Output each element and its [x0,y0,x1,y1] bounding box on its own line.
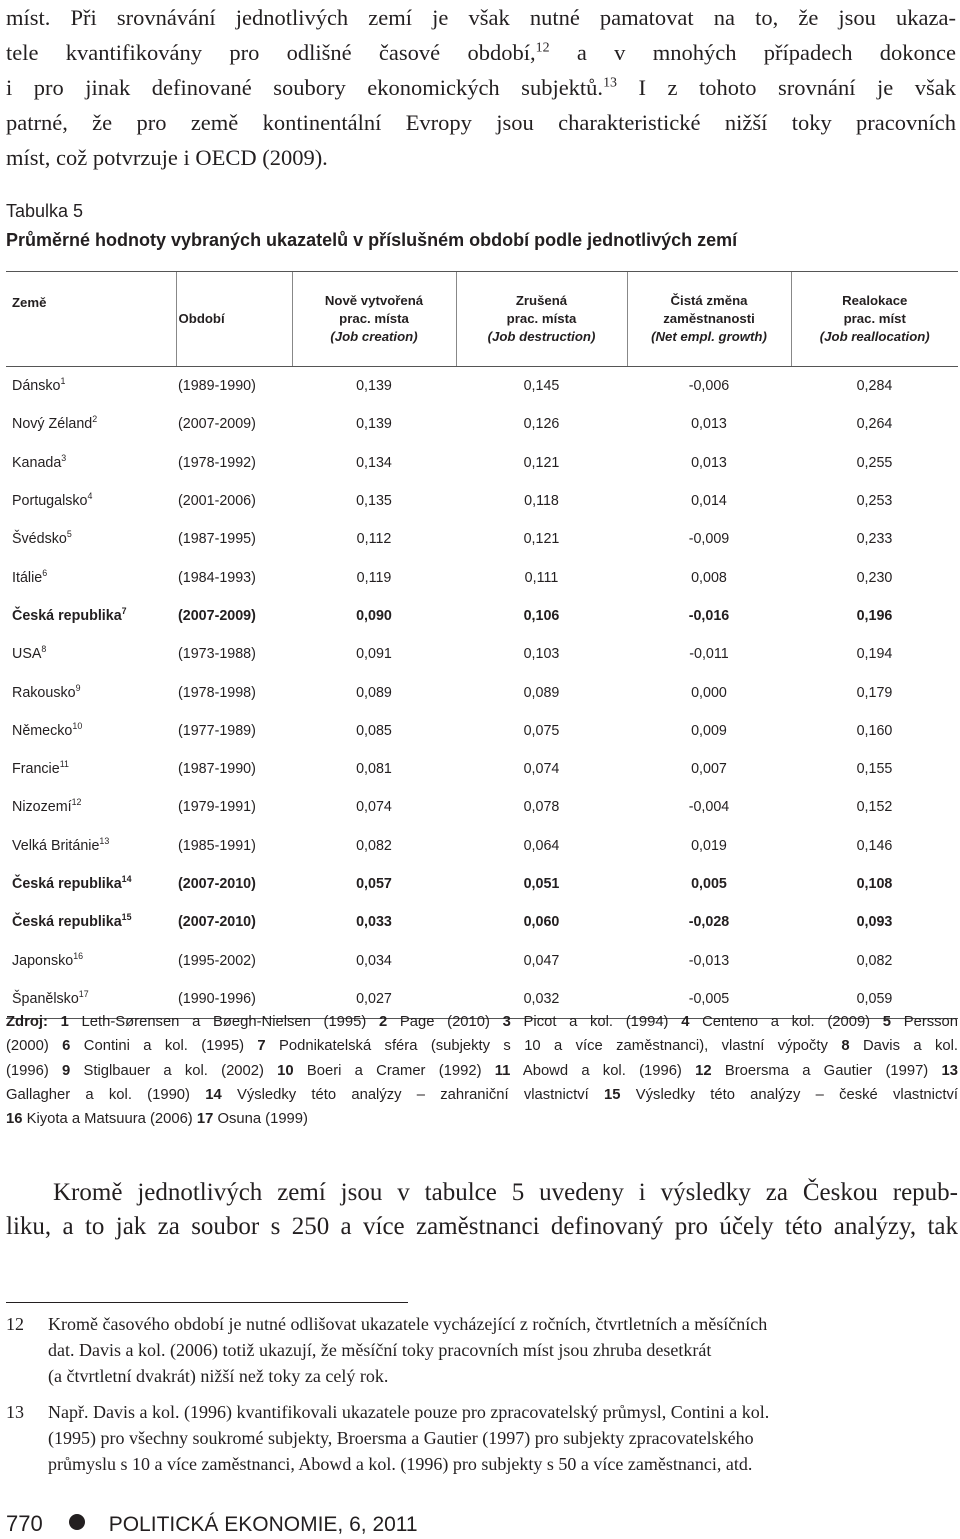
source-line: Zdroj: 1 Leth-Sørensen a Bøegh-Nielsen (1995) 2 Page (2010) 3 Picot a kol. (1994) 4 Centeno a kol. (2009) 5 Persson [6,1014,959,1030]
intro-line: míst. Při srovnávání jednotlivých zemí je však nutné pamatovat na to, že jsou ukaza- [6,5,956,30]
job-reallocation-cell: 0,284 [856,378,893,395]
job-reallocation-cell: 0,264 [856,416,893,433]
country-cell: Itálie$^6$ [12,567,48,586]
header-job-destruction: Zrušená prac. místa (Job destruction) [456,272,627,367]
table-row [6,520,958,558]
job-destruction-cell: 0,032 [456,980,627,1019]
job-creation-cell: 0,134 [356,454,392,471]
table-row [6,558,958,596]
net-growth-cell: -0,005 [627,980,791,1019]
net-growth-cell: 0,000 [691,684,727,701]
footnote-line: (1995) pro všechny soukromé subjekty, Broersma a Gautier (1997) pro subjekty zpracovatelského [48,1428,754,1448]
job-reallocation-cell: 0,194 [856,646,893,663]
job-destruction-cell: 0,126 [523,416,560,433]
footnote-ref: 11 [59,759,69,770]
job-creation-cell: 0,090 [356,607,392,624]
source-line: (1996) 9 Stiglbauer a kol. (2002) 10 Boeri a Cramer (1992) 11 Abowd a kol. (1996) 12 Broersma a Gautier (1997) 13 [6,1062,958,1079]
net-growth-cell: 0,007 [691,761,727,778]
table-row [6,712,958,750]
period-cell: (2001-2006) [178,493,256,510]
country-cell: Kanada$^3$ [12,452,67,471]
source-line: Gallagher a kol. (1990) 14 Výsledky této analýzy – zahraniční vlastnictví 15 Výsledky této analýzy – české vlastnictví [6,1086,958,1103]
country-cell: Rakousko$^9$ [12,682,81,701]
period-cell: (1979-1991) [178,799,256,816]
job-reallocation-cell: 0,253 [856,493,893,510]
footnote-divider [6,1302,408,1303]
footnote-number: 12 [6,1314,24,1334]
body-line: liku, a to jak za soubor s 250 a více zaměstnanci definovaný pro účely této analýzy, tak [6,1213,958,1240]
footnote-ref[interactable]: 13 [603,75,617,91]
net-growth-cell: 0,019 [691,837,727,854]
footnote-ref[interactable]: 12 [535,40,550,56]
period-cell: (1978-1992) [178,454,256,471]
job-destruction-cell: 0,103 [523,646,560,663]
job-destruction-cell: 0,078 [523,799,560,816]
job-reallocation-cell: 0,233 [856,531,893,548]
job-destruction-cell: 0,047 [523,952,560,969]
job-creation-cell: 0,139 [356,378,392,395]
period-cell: (2007-2009) [178,416,256,433]
job-reallocation-cell: 0,160 [856,722,893,739]
journal-name: POLITICKÁ EKONOMIE, 6, 2011 [108,1513,418,1536]
footnote-ref: 16 [73,950,84,961]
intro-line: tele kvantifikovány pro odlišné časové období,$^{12}$ a v mnohých případech dokonce [6,40,956,65]
table-header-row [6,272,958,367]
period-cell: (1995-2002) [178,952,256,969]
job-reallocation-cell: 0,155 [856,761,893,778]
job-reallocation-cell: 0,196 [856,607,893,624]
country-cell: Francie$^{11}$ [12,759,69,778]
period-cell: (2007-2010) [178,914,256,931]
footnote-ref: 15 [121,912,132,923]
job-destruction-cell: 0,121 [523,454,560,471]
job-destruction-cell: 0,075 [523,722,560,739]
job-destruction-cell: 0,106 [523,607,560,624]
table-row [6,635,958,673]
period-cell: (1973-1988) [178,646,256,663]
footnote-ref: 2 [92,414,98,425]
footnote-ref: 6 [42,567,48,578]
footnote-ref: 13 [99,835,110,846]
footnote-line: Např. Davis a kol. (1996) kvantifikovali ukazatele pouze pro zpracovatelský průmysl, Contini a kol. [48,1402,770,1422]
job-creation-cell: 0,027 [292,980,456,1019]
job-creation-cell: 0,112 [356,531,392,548]
period-cell: (1985-1991) [178,837,256,854]
net-growth-cell: -0,004 [688,799,730,816]
country-cell: Portugalsko$^4$ [12,491,93,510]
header-job-creation: Nově vytvořená prac. místa (Job creation) [292,272,456,367]
table-row [6,673,958,711]
header-net-growth: Čistá změna zaměstnanosti (Net empl. growth) [627,272,791,367]
footnote-ref: 9 [75,682,81,693]
table-row [6,444,958,482]
table-row [6,482,958,520]
job-destruction-cell: 0,060 [523,914,560,931]
net-growth-cell: 0,008 [691,569,727,586]
country-cell: Švédsko$^5$ [12,529,72,548]
country-cell: Česká republika$^7$ [12,606,127,624]
page-number: 770 [6,1511,43,1536]
job-destruction-cell: 0,074 [523,761,560,778]
job-creation-cell: 0,091 [356,646,392,663]
net-growth-cell: -0,006 [688,378,730,395]
source-line: (2000) 6 Contini a kol. (1995) 7 Podnikatelská sféra (subjekty s 10 a více zaměstnanci), vlastní výpočty 8 Davis a kol. [6,1038,958,1055]
footnote-line: průmyslu s 10 a více zaměstnanci, Abowd a kol. (1996) pro subjekty s 50 a více zaměstnanci, atd. [48,1454,753,1474]
table-row [6,405,958,443]
job-destruction-cell: 0,051 [523,876,560,892]
job-destruction-cell: 0,121 [523,531,560,548]
job-creation-cell: 0,082 [356,837,392,854]
period-cell: (2007-2010) [178,876,256,892]
period-cell: (1990-1996) [176,980,292,1019]
intro-paragraph [6,0,956,175]
data-table [6,271,958,1019]
job-creation-cell: 0,074 [356,799,392,816]
table-row [6,903,958,941]
header-job-reallocation: Realokace prac. míst (Job reallocation) [791,272,958,367]
period-cell: (1989-1990) [178,378,256,395]
page-footer [6,1510,418,1539]
footnote-ref: 10 [72,721,83,732]
country-cell: Japonsko$^{16}$ [12,950,84,969]
job-creation-cell: 0,119 [356,569,392,586]
job-creation-cell: 0,135 [356,493,392,510]
table-title: Průměrné hodnoty vybraných ukazatelů v příslušném období podle jednotlivých zemí [6,230,738,250]
net-growth-cell: 0,005 [691,876,727,892]
table-row [6,597,958,635]
header-country: Země [6,272,176,367]
job-reallocation-cell: 0,255 [856,454,893,471]
footnote-line: (a čtvrtletní dvakrát) nižší než toky za celý rok. [48,1366,389,1386]
bullet-icon [69,1514,85,1530]
table-label: Tabulka 5 [6,201,84,221]
intro-line: míst, což potvrzuje i OECD (2009). [6,145,328,170]
header-period: Období [176,272,292,367]
job-creation-cell: 0,089 [356,684,392,701]
net-growth-cell: -0,028 [688,914,730,931]
net-growth-cell: -0,013 [688,952,730,969]
job-creation-cell: 0,033 [356,914,392,931]
footnote-ref: 5 [66,529,72,540]
country-cell: Nový Zéland$^2$ [12,414,98,433]
period-cell: (1984-1993) [178,569,256,586]
net-growth-cell: -0,009 [688,531,730,548]
footnote-ref: 1 [60,376,66,387]
country-cell: USA$^8$ [12,644,47,663]
table-row [6,827,958,865]
job-destruction-cell: 0,111 [524,569,559,586]
job-destruction-cell: 0,064 [523,837,560,854]
footnote-ref: 14 [121,874,132,885]
net-growth-cell: 0,013 [691,454,727,471]
job-reallocation-cell: 0,179 [856,684,893,701]
job-reallocation-cell: 0,152 [856,799,893,816]
period-cell: (1978-1998) [178,684,256,701]
footnote-ref: 17 [78,989,89,1000]
job-reallocation-cell: 0,108 [856,876,893,892]
country-cell: Španělsko$^{17}$ [6,980,176,1019]
net-growth-cell: -0,016 [688,607,730,624]
footnote-ref: 8 [41,644,47,655]
job-creation-cell: 0,081 [356,761,392,778]
job-destruction-cell: 0,118 [524,493,559,510]
table-row [6,788,958,826]
net-growth-cell: 0,014 [691,493,727,510]
footnote-13 [6,1399,958,1477]
country-cell: Nizozemí$^{12}$ [12,797,82,816]
intro-line: i pro jinak definované soubory ekonomických subjektů.$^{13}$ I z tohoto srovnání je však [6,75,956,100]
table-row [6,367,958,406]
job-reallocation-cell: 0,146 [856,837,893,854]
job-reallocation-cell: 0,059 [791,980,958,1019]
period-cell: (2007-2009) [178,607,256,624]
job-reallocation-cell: 0,230 [856,569,893,586]
period-cell: (1987-1995) [178,531,256,548]
body-paragraph [6,1176,958,1244]
footnote-ref: 4 [87,491,93,502]
footnote-12 [6,1311,958,1389]
job-creation-cell: 0,085 [356,722,392,739]
job-creation-cell: 0,034 [356,952,392,969]
country-cell: Dánsko$^1$ [12,376,66,395]
body-line: Kromě jednotlivých zemí jsou v tabulce 5 uvedeny i výsledky za Českou repub- [53,1179,958,1206]
job-destruction-cell: 0,089 [523,684,560,701]
country-cell: Česká republika$^{15}$ [12,912,132,931]
table-row [6,865,958,903]
footnote-line: dat. Davis a kol. (2006) totiž ukazují, že měsíční toky pracovních míst jsou zhruba desetkrát [48,1340,712,1360]
country-cell: Česká republika$^{14}$ [12,874,132,892]
period-cell: (1977-1989) [178,722,256,739]
job-creation-cell: 0,139 [356,416,392,433]
job-reallocation-cell: 0,093 [856,914,893,931]
net-growth-cell: -0,011 [689,646,729,663]
country-cell: Velká Británie$^{13}$ [12,835,110,854]
footnote-line: Kromě časového období je nutné odlišovat ukazatele vycházející z ročních, čtvrtletních a měsíčních [48,1314,768,1334]
job-destruction-cell: 0,145 [523,378,560,395]
intro-line: patrné, že pro země kontinentální Evropy jsou charakteristické nižší toky pracovních [6,110,956,135]
footnote-ref: 3 [61,452,67,463]
net-growth-cell: 0,013 [691,416,727,433]
job-reallocation-cell: 0,082 [856,952,893,969]
table-row [6,750,958,788]
country-cell: Německo$^{10}$ [12,721,83,739]
table-row [6,941,958,979]
period-cell: (1987-1990) [178,761,256,778]
table-source [6,1010,958,1131]
footnote-ref: 12 [71,797,82,808]
footnote-number: 13 [6,1402,24,1422]
footnote-ref: 7 [121,606,127,617]
source-line: 16 Kiyota a Matsuura (2006) 17 Osuna (1999) [6,1111,308,1128]
net-growth-cell: 0,009 [691,722,727,739]
job-creation-cell: 0,057 [356,876,392,892]
